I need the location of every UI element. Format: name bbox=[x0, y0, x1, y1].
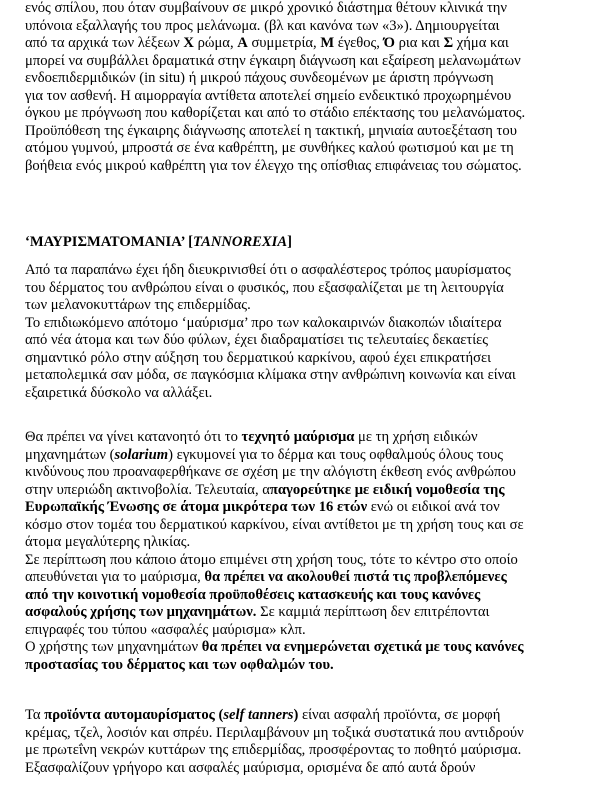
text-line: Θα πρέπει να γίνει κατανοητό ότι το τεχνητό μαύρισμα με τη χρήση ειδικών bbox=[25, 429, 478, 445]
text-line: κόσμο στον τομέα του δερματικού καρκίνου, είναι αντίθετοι με τη χρήση τους και σε bbox=[25, 516, 524, 533]
text-line: μηχανημάτων (solarium) εγκυμονεί για το δέρμα και τους οφθαλμούς όλους τους bbox=[25, 446, 504, 463]
text-line: ατόμου γυμνού, μπροστά σε ένα καθρέπτη, με συνθήκες καλού φωτισμού και με τη bbox=[25, 140, 514, 156]
text-line: επιγραφές του τύπου «ασφαλές μαύρισμα» κλπ. bbox=[25, 621, 306, 638]
text-line: εξαιρετικά δύσκολο να αλλάξει. bbox=[25, 384, 213, 401]
text-line: κρέμας, τζελ, λοσιόν και σπρέυ. Περιλαμβάνουν μη τοξικά συστατικά που αντιδρούν bbox=[25, 724, 524, 741]
section-heading: ‘ΜΑΥΡΙΣΜΑΤΟΜΑΝΙΑ’ [TANNOREXIA] bbox=[25, 234, 292, 250]
text-line: βοήθεια ενός μικρού καθρέπτη για τον έλεγχο της οπίσθιας επιφάνειας του σώματος. bbox=[25, 157, 522, 174]
text-line: για τον ασθενή. Η αιμορραγία αντίθετα αποτελεί σημείο ενδεικτικό προχωρημένου bbox=[25, 87, 512, 104]
text-line: Σε περίπτωση που κάποιο άτομο επιμένει στη χρήση τους, τότε το κέντρο στο οποίο bbox=[25, 551, 518, 568]
heading-greek: ‘ΜΑΥΡΙΣΜΑΤΟΜΑΝΙΑ’ bbox=[25, 234, 185, 250]
text-line: υπόνοια εξαλλαγής του προς μελάνωμα. (βλ και κανόνα των «3»). Δημιουργείται bbox=[25, 17, 500, 34]
paragraph-natural-tanning bbox=[25, 262, 585, 402]
text-line: από νέα άτομα και των δύο φύλων, έχει διαδραματίσει τις τελευταίες δεκαετίες bbox=[25, 332, 489, 348]
text-line: όγκου με πρόγνωση που καθορίζεται και από το στάδιο επέκτασης του μελανώματος. bbox=[25, 105, 526, 121]
text-line: Τα προϊόντα αυτομαυρίσματος (self tanners) είναι ασφαλή προϊόντα, σε μορφή bbox=[25, 707, 501, 723]
text-line: Προϋπόθεση της έγκαιρης διάγνωσης αποτελεί η τακτική, μηνιαία αυτοεξέταση του bbox=[25, 122, 517, 139]
text-line: σημαντικό ρόλο στην αύξηση του δερματικού καρκίνου, αφού έχει επικρατήσει bbox=[25, 349, 492, 366]
paragraph-self-tanners bbox=[25, 707, 585, 777]
text-line: ενδοεπιδερμιδικών (in situ) ή μικρού πάχους συνδεομένων με άριστη πρόγνωση bbox=[25, 70, 494, 86]
paragraph-abcde-rule bbox=[25, 0, 585, 175]
heading-english: TANNOREXIA bbox=[192, 234, 288, 250]
paragraph-artificial-tanning bbox=[25, 429, 585, 674]
text-line: ενός σπίλου, που όταν συμβαίνουν σε μικρό χρονικό διάστημα θέτουν κλινικά την bbox=[25, 0, 507, 16]
text-line: των μελανοκυττάρων της επιδερμίδας. bbox=[25, 297, 251, 313]
text-line: κινδύνους που προαναφερθήκανε σε σχέση με την αλόγιστη έκθεση ενός ανθρώπου bbox=[25, 464, 516, 480]
text-line: άτομα μεγαλύτερης ηλικίας. bbox=[25, 534, 191, 550]
text-line: απευθύνεται για το μαύρισμα, θα πρέπει να ακολουθεί πιστά τις προβλεπόμενες bbox=[25, 569, 507, 585]
text-line: με πρωτεΐνη νεκρών κυττάρων της επιδερμίδας, προσφέροντας το ποθητό μαύρισμα. bbox=[25, 742, 522, 758]
text-line: του δέρματος του ανθρώπου είναι ο φυσικός, που εξασφαλίζεται με τη λειτουργία bbox=[25, 279, 504, 296]
text-line: Το επιδιωκόμενο απότομο ‘μαύρισμα’ προ των καλοκαιρινών διακοπών ιδιαίτερα bbox=[25, 314, 502, 331]
text-line: Εξασφαλίζουν γρήγορο και ασφαλές μαύρισμα, ορισμένα δε από αυτά δρούν bbox=[25, 759, 476, 776]
text-line: Ο χρήστης των μηχανημάτων θα πρέπει να ενημερώνεται σχετικά με τους κανόνες bbox=[25, 639, 524, 655]
text-line: ασφαλούς χρήσης των μηχανημάτων. Σε καμμιά περίπτωση δεν επιτρέπονται bbox=[25, 604, 490, 620]
text-line: στην υπεριώδη ακτινοβολία. Τελευταία, απαγορεύτηκε με ειδική νομοθεσία της bbox=[25, 481, 505, 498]
text-line: μεταπολεμικά σαν μόδα, σε παγκόσμια κλίμακα στην ανθρώπινη κοινωνία και είναι bbox=[25, 367, 516, 383]
text-line: Ευρωπαϊκής Ένωσης σε άτομα μικρότερα των 16 ετών ενώ οι ειδικοί ανά τον bbox=[25, 499, 500, 515]
text-line: μπορεί να συμβάλλει δραματικά στην έγκαιρη διάγνωση και εξαίρεση μελανωμάτων bbox=[25, 52, 521, 69]
text-line-acronym: από τα αρχικά των λέξεων Χ ρώμα, Α συμμετρία, Μ έγεθος, Ό ρια και Σ χήμα και bbox=[25, 35, 509, 51]
text-line: Από τα παραπάνω έχει ήδη διευκρινισθεί ότι ο ασφαλέστερος τρόπος μαυρίσματος bbox=[25, 262, 511, 278]
text-line: προστασίας του δέρματος και των οφθαλμών του. bbox=[25, 656, 334, 673]
text-line: από την κοινοτική νομοθεσία προϋποθέσεις κατασκευής και τους κανόνες bbox=[25, 586, 481, 603]
